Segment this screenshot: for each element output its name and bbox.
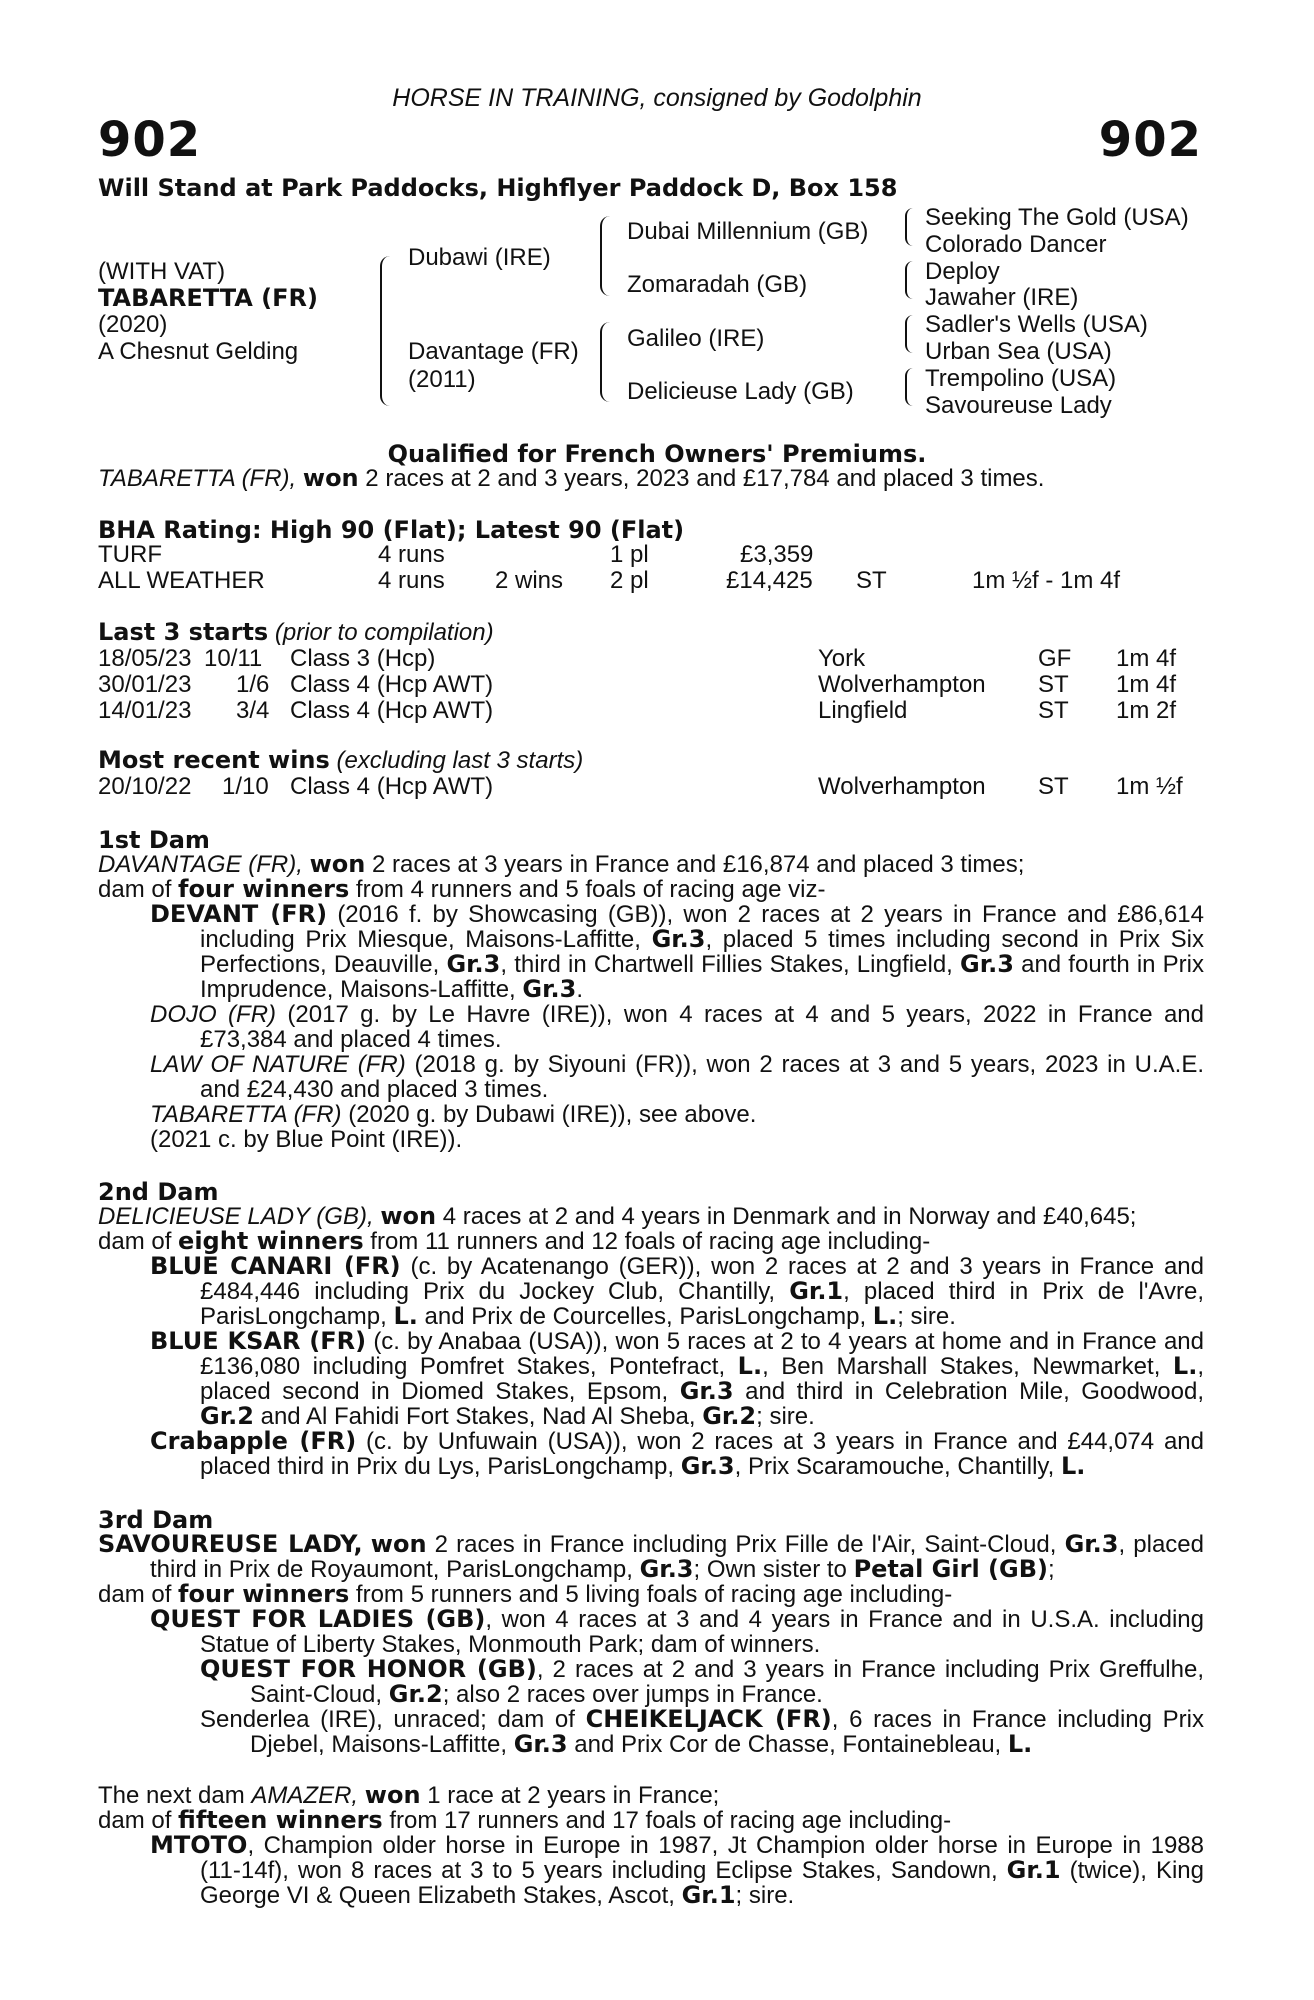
start-course: Lingfield bbox=[818, 697, 908, 724]
produce-2021-colt: (2021 c. by Blue Point (IRE)). bbox=[150, 1126, 463, 1153]
start-course: York bbox=[818, 645, 866, 672]
start-distance: 1m 2f bbox=[1116, 697, 1177, 724]
produce-senderlea: Senderlea (IRE), unraced; dam of CHEIKELJACK (FR), 6 races in France including Prix Djebel, Maisons-Laffitte, Gr.3 and Prix Cor de Chasse, Fontainebleau, L. bbox=[200, 1705, 1204, 1758]
third-dam-intro: SAVOUREUSE LADY, won 2 races in France including Prix Fille de l'Air, Saint-Cloud, Gr.3, placed third in Prix de Royaumont, ParisLongchamp, Gr.3; Own sister to Petal Girl (GB); bbox=[98, 1530, 1204, 1583]
horse-name: TABARETTA (FR) bbox=[98, 284, 318, 312]
pedigree-gg-4: Jawaher (IRE) bbox=[925, 284, 1079, 311]
rating-turf-prize: £3,359 bbox=[740, 541, 814, 568]
third-dam-heading: 3rd Dam bbox=[98, 1506, 214, 1534]
start-race: Class 3 (Hcp) bbox=[290, 645, 436, 672]
produce-quest-for-ladies: QUEST FOR LADIES (GB), won 4 races at 3 and 4 years in France and in U.S.A. including Statue of Liberty Stakes, Monmouth Park; dam of winners. bbox=[150, 1605, 1204, 1658]
start-date: 18/05/23 bbox=[98, 645, 192, 672]
pedigree-gg-7: Trempolino (USA) bbox=[925, 365, 1117, 392]
pedigree-brace-main bbox=[380, 256, 390, 406]
horse-description: A Chesnut Gelding bbox=[98, 338, 299, 365]
pedigree-gg-5: Sadler's Wells (USA) bbox=[925, 311, 1148, 338]
win-race: Class 4 (Hcp AWT) bbox=[290, 773, 494, 800]
rating-aw-prize: £14,425 bbox=[726, 567, 813, 594]
win-date: 20/10/22 bbox=[98, 773, 192, 800]
win-distance: 1m ½f bbox=[1116, 773, 1183, 800]
start-position: 10/11 bbox=[204, 645, 263, 672]
horse-year: (2020) bbox=[98, 311, 168, 338]
produce-blue-ksar: BLUE KSAR (FR) (c. by Anabaa (USA)), won 5 races at 2 to 4 years at home and in France and £136,080 including Pomfret Stakes, Pontefract, L., Ben Marshall Stakes, Newmarket, L., placed second in Diomed Stakes, Epsom, Gr.3 and third in Celebration Mile, Goodwood, Gr.2 and Al Fahidi Fort Stakes, Nad Al Sheba, Gr.2; sire. bbox=[150, 1327, 1204, 1430]
pedigree-gg-1: Seeking The Gold (USA) bbox=[925, 204, 1189, 231]
first-dam-produce-summary: dam of four winners from 4 runners and 5 foals of racing age viz- bbox=[98, 875, 826, 903]
first-dam-intro: DAVANTAGE (FR), won 2 races at 3 years in France and £16,874 and placed 3 times; bbox=[98, 850, 1025, 878]
vat-status: (WITH VAT) bbox=[98, 258, 226, 285]
start-course: Wolverhampton bbox=[818, 671, 986, 698]
lot-number-right: 902 bbox=[1098, 112, 1202, 168]
premiums-notice: Qualified for French Owners' Premiums. bbox=[387, 440, 927, 468]
win-going: ST bbox=[1038, 773, 1069, 800]
win-course: Wolverhampton bbox=[818, 773, 986, 800]
produce-quest-for-honor: QUEST FOR HONOR (GB), 2 races at 2 and 3 years in France including Prix Greffulhe, Saint-Cloud, Gr.2; also 2 races over jumps in France. bbox=[200, 1655, 1204, 1708]
rating-aw-going: ST bbox=[856, 567, 887, 594]
race-summary: TABARETTA (FR), won 2 races at 2 and 3 years, 2023 and £17,784 and placed 3 times. bbox=[98, 464, 1045, 492]
pedigree-sire: Dubawi (IRE) bbox=[408, 244, 551, 271]
pedigree-dam-sire: Galileo (IRE) bbox=[627, 325, 765, 352]
pedigree-brace-sire bbox=[600, 216, 610, 296]
rating-turf-surface: TURF bbox=[98, 541, 162, 568]
start-date: 14/01/23 bbox=[98, 697, 192, 724]
pedigree-brace-gg4 bbox=[905, 368, 913, 406]
produce-crabapple: Crabapple (FR) (c. by Unfuwain (USA)), won 2 races at 3 years in France and £44,074 and placed third in Prix du Lys, ParisLongchamp, Gr.3, Prix Scaramouche, Chantilly, L. bbox=[150, 1427, 1204, 1480]
third-dam-produce-summary: dam of four winners from 5 runners and 5 living foals of racing age including- bbox=[98, 1580, 953, 1608]
pedigree-sire-sire: Dubai Millennium (GB) bbox=[627, 218, 869, 245]
pedigree-brace-gg1 bbox=[905, 208, 913, 246]
win-position: 1/10 bbox=[222, 773, 269, 800]
next-dam-intro: The next dam AMAZER, won 1 race at 2 years in France; bbox=[98, 1781, 720, 1809]
start-position: 1/6 bbox=[236, 671, 270, 698]
rating-aw-wins: 2 wins bbox=[495, 567, 564, 594]
rating-turf-placed: 1 pl bbox=[610, 541, 649, 568]
start-position: 3/4 bbox=[236, 697, 270, 724]
rating-aw-runs: 4 runs bbox=[378, 567, 445, 594]
rating-turf-runs: 4 runs bbox=[378, 541, 445, 568]
pedigree-gg-8: Savoureuse Lady bbox=[925, 392, 1112, 419]
pedigree-sire-dam: Zomaradah (GB) bbox=[627, 271, 808, 298]
rating-aw-placed: 2 pl bbox=[610, 567, 649, 594]
pedigree-brace-gg3 bbox=[905, 315, 913, 353]
lot-number-left: 902 bbox=[98, 112, 202, 168]
start-going: GF bbox=[1038, 645, 1072, 672]
stabling-info: Will Stand at Park Paddocks, Highflyer Paddock D, Box 158 bbox=[98, 174, 898, 202]
start-going: ST bbox=[1038, 671, 1069, 698]
pedigree-gg-3: Deploy bbox=[925, 258, 1000, 285]
pedigree-brace-dam bbox=[600, 322, 610, 402]
second-dam-intro: DELICIEUSE LADY (GB), won 4 races at 2 and 4 years in Denmark and in Norway and £40,645; bbox=[98, 1202, 1137, 1230]
next-dam-produce-summary: dam of fifteen winners from 17 runners and 17 foals of racing age including- bbox=[98, 1806, 952, 1834]
start-distance: 1m 4f bbox=[1116, 645, 1177, 672]
pedigree-dam-dam: Delicieuse Lady (GB) bbox=[627, 378, 854, 405]
produce-law-of-nature: LAW OF NATURE (FR) (2018 g. by Siyouni (FR)), won 2 races at 3 and 5 years, 2023 in U.A.E. and £24,430 and placed 3 times. bbox=[150, 1051, 1204, 1103]
recent-wins-heading: Most recent wins (excluding last 3 starts) bbox=[98, 746, 584, 774]
produce-dojo: DOJO (FR) (2017 g. by Le Havre (IRE)), won 4 races at 4 and 5 years, 2022 in France and £73,384 and placed 4 times. bbox=[150, 1001, 1204, 1053]
rating-aw-surface: ALL WEATHER bbox=[98, 567, 265, 594]
produce-devant: DEVANT (FR) (2016 f. by Showcasing (GB)), won 2 races at 2 years in France and £86,614 including Prix Miesque, Maisons-Laffitte, Gr.3, placed 5 times including second in Prix Six Perfections, Deauville, Gr.3, third in Chartwell Fillies Stakes, Lingfield, Gr.3 and fourth in Prix Imprudence, Maisons-Laffitte, Gr.3. bbox=[150, 900, 1204, 1003]
pedigree-gg-6: Urban Sea (USA) bbox=[925, 338, 1112, 365]
rating-heading: BHA Rating: High 90 (Flat); Latest 90 (Flat) bbox=[98, 516, 685, 544]
pedigree-gg-2: Colorado Dancer bbox=[925, 231, 1107, 258]
produce-mtoto: MTOTO, Champion older horse in Europe in 1987, Jt Champion older horse in Europe in 1988 (11-14f), won 8 races at 3 to 5 years including Eclipse Stakes, Sandown, Gr.1 (twice), King George VI & Queen Elizabeth Stakes, Ascot, Gr.1; sire. bbox=[150, 1831, 1204, 1909]
rating-aw-distance: 1m ½f - 1m 4f bbox=[972, 567, 1121, 594]
pedigree-dam: Davantage (FR) bbox=[408, 338, 579, 365]
start-race: Class 4 (Hcp AWT) bbox=[290, 697, 494, 724]
consignor-line: HORSE IN TRAINING, consigned by Godolphin bbox=[392, 84, 922, 112]
start-race: Class 4 (Hcp AWT) bbox=[290, 671, 494, 698]
last-starts-heading: Last 3 starts (prior to compilation) bbox=[98, 618, 494, 646]
first-dam-heading: 1st Dam bbox=[98, 826, 210, 854]
pedigree-dam-year: (2011) bbox=[408, 366, 476, 393]
produce-blue-canari: BLUE CANARI (FR) (c. by Acatenango (GER)), won 2 races at 2 and 3 years in France and £484,446 including Prix du Jockey Club, Chantilly, Gr.1, placed third in Prix de l'Avre, ParisLongchamp, L. and Prix de Courcelles, ParisLongchamp, L.; sire. bbox=[150, 1252, 1205, 1330]
produce-tabaretta: TABARETTA (FR) (2020 g. by Dubawi (IRE)), see above. bbox=[150, 1101, 757, 1128]
pedigree-brace-gg2 bbox=[905, 261, 913, 299]
second-dam-produce-summary: dam of eight winners from 11 runners and 12 foals of racing age including- bbox=[98, 1227, 931, 1255]
start-going: ST bbox=[1038, 697, 1069, 724]
start-date: 30/01/23 bbox=[98, 671, 192, 698]
second-dam-heading: 2nd Dam bbox=[98, 1178, 219, 1206]
start-distance: 1m 4f bbox=[1116, 671, 1177, 698]
